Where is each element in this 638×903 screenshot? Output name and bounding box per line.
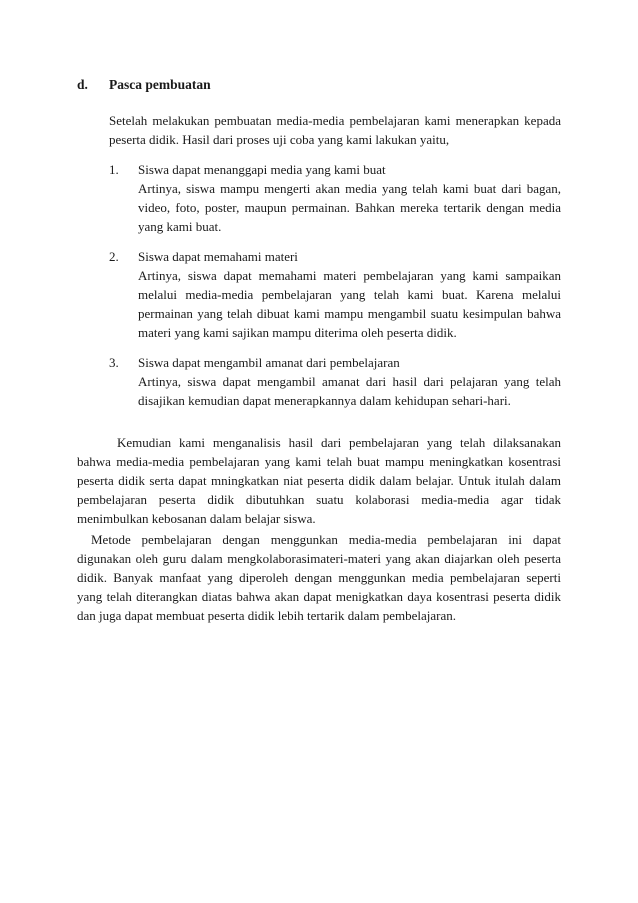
body-paragraph: Kemudian kami menganalisis hasil dari pembelajaran yang telah dilaksanakan bahwa media-media pembelajaran yang kami telah buat mampu meningkatkan kosentrasi peserta didik serta dapat mningkatkan niat peserta didik dalam belajar. Untuk itulah dalam pembelajaran peserta didik dibutuhkan suatu kolaborasi media-media agar tidak menimbulkan kebosanan dalam belajar siswa. <box>77 435 561 526</box>
body-paragraph: Metode pembelajaran dengan menggunkan media-media pembelajaran ini dapat digunakan oleh guru dalam mengkolaborasimateri-materi yang akan diajarkan oleh peserta didik. Banyak manfaat yang diperoleh dengan menggunkan media pembelajaran seperti yang telah diterangkan diatas bahwa akan dapat menigkatkan daya kosentrasi peserta didik dan juga dapat membuat peserta didik lebih tertarik dalam pembelajaran. <box>77 532 561 623</box>
section-title: Pasca pembuatan <box>109 77 211 92</box>
list-item-title: Siswa dapat mengambil amanat dari pembelajaran <box>138 355 400 370</box>
list-item-detail: Artinya, siswa mampu mengerti akan media yang telah kami buat dari bagan, video, foto, poster, maupun permainan. Bahkan mereka tertarik dengan media yang kami buat. <box>138 181 561 234</box>
list-item-detail: Artinya, siswa dapat mengambil amanat dari hasil dari pelajaran yang telah disajikan kemudian dapat menerapkannya dalam kehidupan sehari-hari. <box>138 374 561 408</box>
section-letter: d. <box>77 77 88 92</box>
list-item <box>109 160 561 236</box>
list-item-number: 2. <box>109 249 119 264</box>
section-intro: Setelah melakukan pembuatan media-media pembelajaran kami menerapkan kepada peserta didik. Hasil dari proses uji coba yang kami lakukan yaitu, <box>109 113 561 147</box>
list-item-detail: Artinya, siswa dapat memahami materi pembelajaran yang kami sampaikan melalui media-media pembelajaran yang telah kami buat. Karena melalui permainan yang telah dibuat kami mampu mengambil suatu kesimpulan bahwa materi yang kami sajikan mampu diterima oleh peserta didik. <box>138 268 561 340</box>
list-item-title: Siswa dapat memahami materi <box>138 249 298 264</box>
list-item-title: Siswa dapat menanggapi media yang kami buat <box>138 162 386 177</box>
list-item-number: 1. <box>109 162 119 177</box>
section-heading <box>77 76 211 94</box>
list-item <box>109 353 561 410</box>
list-item-number: 3. <box>109 355 119 370</box>
list-item <box>109 247 561 342</box>
